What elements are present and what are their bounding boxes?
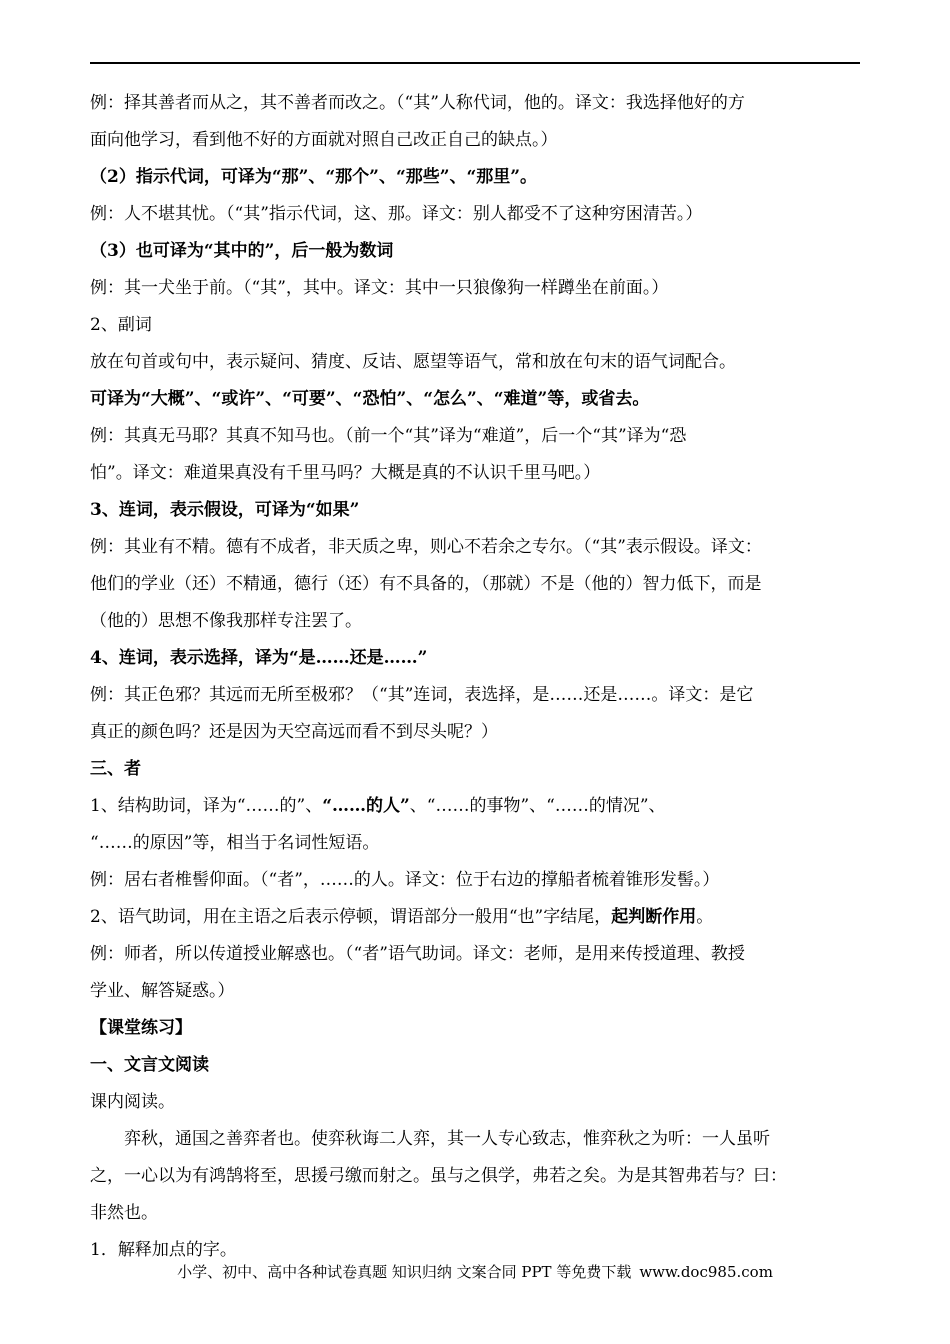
passage-line: 之，一心以为有鸿鹄将至，思援弓缴而射之。虽与之俱学，弗若之矣。为是其智弗若与？曰： xyxy=(90,1166,787,1186)
document-body xyxy=(90,88,870,1272)
bold-heading: 【课堂练习】 xyxy=(90,1018,192,1038)
bold-heading: 三、者 xyxy=(90,759,141,779)
passage-line: 非然也。 xyxy=(90,1203,158,1223)
text-line: 例：其真无马耶？其真不知马也。（前一个“其”译为“难道”，后一个“其”译为“恐 xyxy=(90,426,687,446)
text-line: 例：人不堪其忧。（“其”指示代词，这、那。译文：别人都受不了这种穷困清苦。） xyxy=(90,204,703,224)
bold-heading: 4、连词，表示选择，译为“是……还是……” xyxy=(90,648,428,668)
text-segment: 。 xyxy=(696,907,714,927)
header-rule xyxy=(90,62,860,64)
bold-segment: 起判断作用 xyxy=(611,907,697,927)
text-line: 课内阅读。 xyxy=(90,1092,175,1112)
bold-heading: （3）也可译为“其中的”，后一般为数词 xyxy=(90,241,394,261)
bold-heading: 可译为“大概”、“或许”、“可要”、“恐怕”、“怎么”、“难道”等，或省去。 xyxy=(90,389,650,409)
text-segment: 2、语气助词，用在主语之后表示停顿，谓语部分一般用“也”字结尾， xyxy=(90,907,612,927)
text-line: 面向他学习，看到他不好的方面就对照自己改正自己的缺点。） xyxy=(90,130,558,150)
text-line: “……的原因”等，相当于名词性短语。 xyxy=(90,833,380,853)
bold-segment: “……的人” xyxy=(322,796,410,816)
question-line: 1．解释加点的字。 xyxy=(90,1240,237,1260)
text-line: 例：其正色邪？其远而无所至极邪？（“其”连词，表选择，是……还是……。译文：是它 xyxy=(90,685,754,705)
text-line xyxy=(90,902,870,939)
text-line: 例：其一犬坐于前。（“其”，其中。译文：其中一只狼像狗一样蹲坐在前面。） xyxy=(90,278,669,298)
footer-url: www.doc985.com xyxy=(639,1263,773,1281)
text-line: 例：师者，所以传道授业解惑也。（“者”语气助词。译文：老师，是用来传授道理、教授 xyxy=(90,944,745,964)
bold-heading: 一、文言文阅读 xyxy=(90,1055,209,1075)
text-line: 真正的颜色吗？还是因为天空高远而看不到尽头呢？） xyxy=(90,722,498,742)
text-line: 放在句首或句中，表示疑问、猜度、反诘、愿望等语气，常和放在句末的语气词配合。 xyxy=(90,352,736,372)
text-line xyxy=(90,791,870,828)
section-heading: 2、副词 xyxy=(90,315,152,335)
text-segment: 1、结构助词，译为“……的”、 xyxy=(90,796,323,816)
text-line: 他们的学业（还）不精通，德行（还）有不具备的，（那就）不是（他的）智力低下，而是 xyxy=(90,574,762,594)
footer-text: 小学、初中、高中各种试卷真题 知识归纳 文案合同 PPT 等免费下载 xyxy=(177,1263,632,1281)
page-footer xyxy=(0,1261,950,1282)
passage-line: 弈秋，通国之善弈者也。使弈秋诲二人弈，其一人专心致志，惟弈秋之为听：一人虽听 xyxy=(124,1129,770,1149)
text-line: （他的）思想不像我那样专注罢了。 xyxy=(90,611,362,631)
bold-heading: （2）指示代词，可译为“那”、“那个”、“那些”、“那里”。 xyxy=(90,167,538,187)
text-line: 例：居右者椎髻仰面。（“者”，……的人。译文：位于右边的撑船者梳着锥形发髻。） xyxy=(90,870,720,890)
bold-heading: 3、连词，表示假设，可译为“如果” xyxy=(90,500,360,520)
text-line: 例：其业有不精。德有不成者，非天质之卑，则心不若余之专尔。（“其”表示假设。译文： xyxy=(90,537,762,557)
text-line: 例：择其善者而从之，其不善者而改之。（“其”人称代词，他的。译文：我选择他好的方 xyxy=(90,93,745,113)
text-line: 怕”。译文：难道果真没有千里马吗？大概是真的不认识千里马吧。） xyxy=(90,463,601,483)
text-line: 学业、解答疑惑。） xyxy=(90,981,235,1001)
text-segment: 、“……的事物”、“……的情况”、 xyxy=(409,796,666,816)
